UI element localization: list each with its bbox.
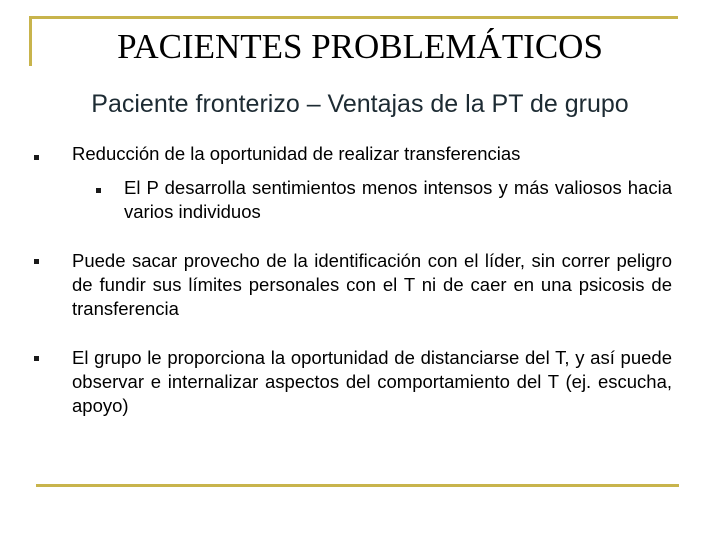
square-bullet-icon (34, 259, 39, 264)
frame-bottom-line (36, 484, 679, 487)
frame-left-line (29, 16, 32, 66)
square-bullet-icon (34, 356, 39, 361)
slide-title: PACIENTES PROBLEMÁTICOS (117, 27, 603, 66)
square-bullet-icon (34, 155, 39, 160)
bullet-1-text: Reducción de la oportunidad de realizar transferencias (72, 143, 521, 164)
frame-top-line (29, 16, 678, 19)
bullet-3-text: El grupo le proporciona la oportunidad de distanciarse del T, y así puede observar e internalizar aspectos del comportamiento del T (ej. escucha, apoyo) (72, 347, 672, 416)
slide-subtitle: Paciente fronterizo – Ventajas de la PT de grupo (91, 90, 629, 118)
bullet-1-subitem-text: El P desarrolla sentimientos menos intensos y más valiosos hacia varios individuos (124, 177, 672, 222)
bullet-2-text: Puede sacar provecho de la identificación con el líder, sin correr peligro de fundir sus límites personales con el T ni de caer en una psicosis de transferencia (72, 250, 672, 319)
square-bullet-icon (96, 188, 101, 193)
